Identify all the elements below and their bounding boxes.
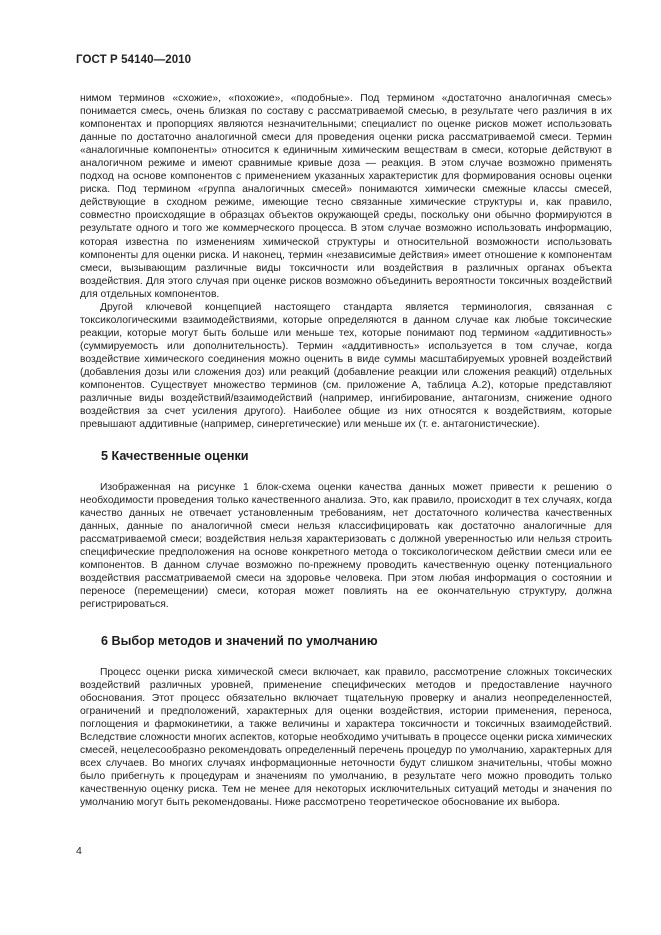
paragraph-continuation: нимом терминов «схожие», «похожие», «подобные». Под термином «достаточно аналогичная смесь» понимается смесь, очень близкая по составу с рассматриваемой смесью, в результате чего различия в их компонентах и пропорциях являются незначительными; специалист по оценке рисков может использовать данные по достаточно аналогичной смеси для проведения оценки риска рассматриваемой смеси. Термин «аналогичные компоненты» относится к единичным химическим веществам в смеси, которые действуют в аналогичном режиме и имеют сравнимые кривые доза — реакция. В этом случае возможно применять подход на основе компонентов с применением указанных характеристик для формирования основы оценки риска. Под термином «группа аналогичных смесей» понимаются химически смежные классы смесей, действующие в сходном режиме, имеющие тесно связанные химические структуры и, как правило, совместно происходящие в образцах объектов окружающей среды, поскольку они обычно формируются в результате одного и того же коммерческого процесса. В этом случае возможно использовать информацию, которая известна по изменениям химической структуры и относительной возможности использовать компоненты для оценки риска. И наконец, термин «независимые действия» имеет отношение к компонентам смеси, вызывающим различные виды токсичности или воздействия в различных органах объекта воздействия. Для этого случая при оценке рисков возможно объединить вероятности токсичных воздействий для отдельных компонентов.	[80, 93, 612, 300]
section-5-paragraph: Изображенная на рисунке 1 блок-схема оценки качества данных может привести к решению о необходимости проведения только качественного анализа. Это, как правило, происходит в тех случаях, когда качество данных не отвечает установленным требованиям, нет достаточного количества качественных данных, данные по аналогичной смеси нельзя классифицировать как достаточно аналогичные для рассматриваемой смеси; воздействия нельзя характеризовать с должной уверенностью или нельзя строить специфические предположения на основе конкретного метода о токсикологическом действии смеси или ее компонентов. В данном случае возможно по-прежнему проводить качественную оценку потенциального воздействия рассматриваемой смеси на здоровье человека. При этом любая информация о состоянии и переносе (перемещении) смеси, которая может повлиять на ее окончательную структуру, должна регистрироваться.	[80, 482, 612, 611]
document-header: ГОСТ Р 54140—2010	[76, 54, 192, 66]
section-5-heading: 5 Качественные оценки	[101, 449, 249, 463]
intro-text-block	[80, 92, 612, 431]
paragraph-interactions: Другой ключевой концепцией настоящего стандарта является терминология, связанная с токсикологическими взаимодействиями, которые определяются в данном случае как любые токсические реакции, которые могут быть больше или меньше тех, которые понимают под термином «аддитивность» (суммируемость или дополнительность). Термин «аддитивность» используется в том случае, когда воздействие химического соединения можно оценить в виде суммы масштабируемых уровней воздействий (добавления дозы или сложения доз) или реакций (добавление реакции или сложения реакций) отдельных компонентов. Существует множество терминов (см. приложение А, таблица А.2), которые представляют различные виды воздействий/взаимодействий (например, ингибирование, антагонизм, снижение одного воздействия за счет усиления другого). Наиболее общие из них относятся к воздействиям, которые превышают аддитивные (например, синергетические) или меньше их (т. е. антагонистические).	[80, 301, 612, 431]
section-6-paragraph: Процесс оценки риска химической смеси включает, как правило, рассмотрение сложных токсических воздействий различных уровней, применение специфических методов и предоставление научного обоснования. Этот процесс обязательно включает тщательную проверку и анализ неопределенностей, ограничений и предположений, характерных для оценки воздействия, истории применения, переноса, поглощения и фармокинетики, а также величины и характера токсичности и токсичных взаимодействий. Вследствие сложности многих аспектов, которые необходимо учитывать в процессе оценки риска химических смесей, нецелесообразно рекомендовать определенный перечень процедур по умолчанию, характерных для всех случаев. Во многих случаях информационные неточности будут слишком значительны, чтобы можно было прибегнуть к процедурам и значениям по умолчанию, в результате чего можно проводить только качественную оценку риска. Тем не менее для некоторых исключительных ситуаций методы и значения по умолчанию могут быть рекомендованы. Ниже рассмотрено теоретическое обоснование их выбора.	[80, 667, 612, 809]
section-5-text-block	[80, 481, 612, 611]
section-6-heading: 6 Выбор методов и значений по умолчанию	[101, 634, 378, 648]
section-6-text-block	[80, 666, 612, 810]
page-number: 4	[76, 845, 82, 857]
